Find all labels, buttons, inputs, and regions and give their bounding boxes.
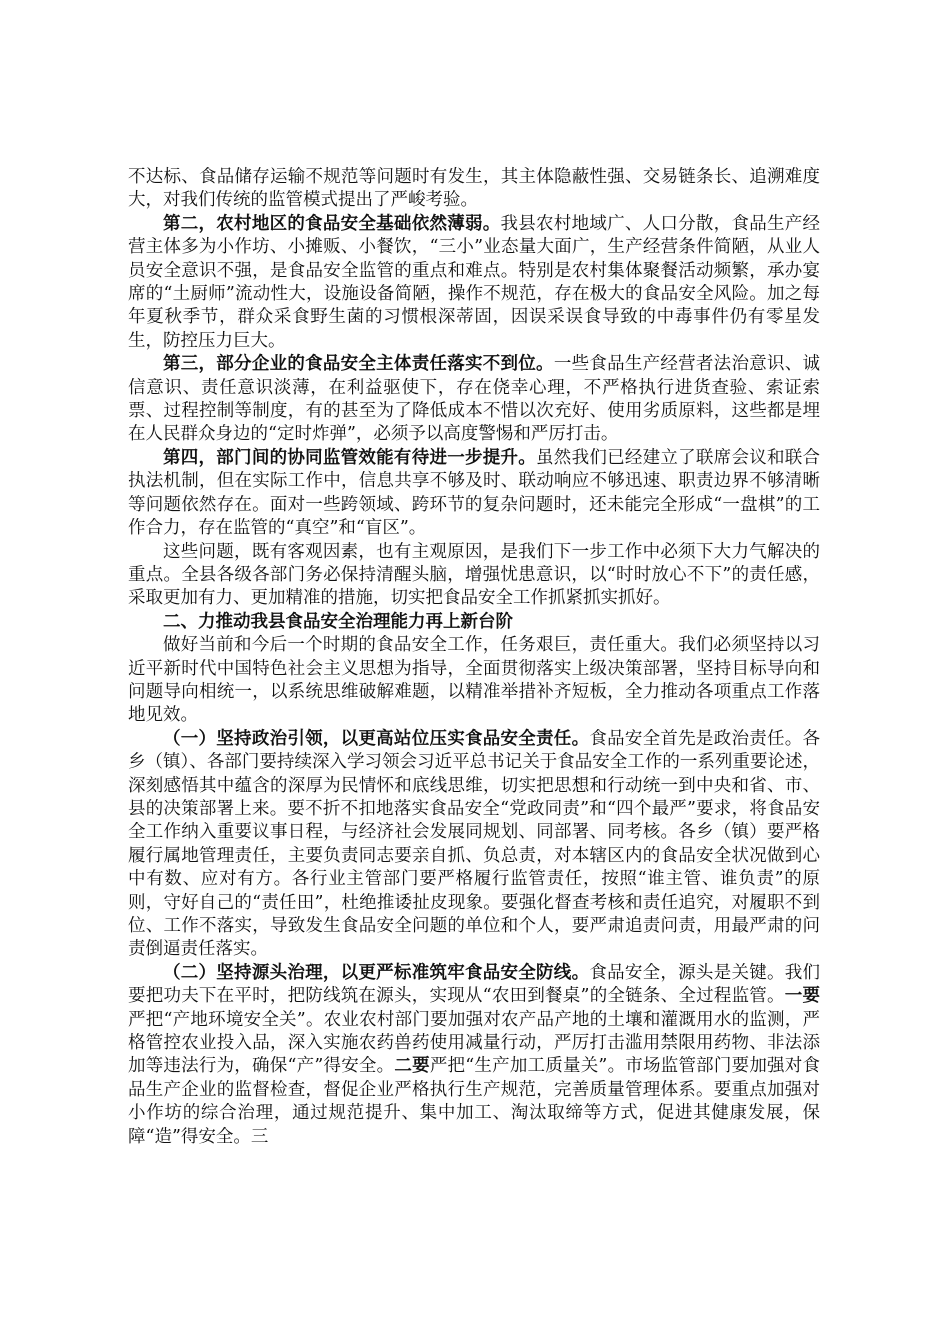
- paragraph-segment-bold: 一要: [784, 986, 821, 1007]
- paragraph-enterprise-responsibility: [128, 353, 820, 447]
- paragraph-text: 做好当前和今后一个时期的食品安全工作，任务艰巨，责任重大。我们必须坚持以习近平新时代中国特色社会主义思想为指导，全面贯彻落实上级决策部署，坚持目标导向和问题导向相统一，以系统思维破解难题，以精准举措补齐短板，全力推动各项重点工作落地见效。: [128, 635, 820, 726]
- paragraph-lead: 第四，部门间的协同监管效能有待进一步提升。: [163, 447, 537, 468]
- paragraph-lead: 第三，部分企业的食品安全主体责任落实不到位。: [163, 354, 554, 375]
- paragraph-intro: [128, 634, 820, 728]
- paragraph-segment: 严把“产地环境安全关”。农业农村部门要加强对农产品产地的土壤和灌溉用水的监测，严格管控农业投入品，深入实施农药兽药使用减量行动，严厉打击滥用禁限用药物、非法添加等违法行为，确保“产”得安全。: [128, 1009, 820, 1077]
- paragraph-text: 虽然我们已经建立了联席会议和联合执法机制，但在实际工作中，信息共享不够及时、联动响应不够迅速、职责边界不够清晰等问题依然存在。面对一些跨领域、跨环节的复杂问题时，还未能完全形成“一盘棋”的工作合力，存在监管的“真空”和“盲区”。: [128, 447, 821, 539]
- paragraph-source-governance: [128, 962, 820, 1149]
- paragraph-text: 食品安全首先是政治责任。各乡（镇）、各部门要持续深入学习领会习近平总书记关于食品安全工作的一系列重要论述，深刻感悟其中蕴含的深厚为民情怀和底线思维，切实把思想和行动统一到中央和省、市、县的决策部署上来。要不折不扣地落实食品安全“党政同责”和“四个最严”要求，将食品安全工作纳入重要议事日程，与经济社会发展同规划、同部署、同考核。各乡（镇）要严格履行属地管理责任，主要负责同志要亲自抓、负总责，对本辖区内的食品安全状况做到心中有数、应对有方。各行业主管部门要严格履行监管责任，按照“谁主管、谁负责”的原则，守好自己的“责任田”，杜绝推诿扯皮现象。要强化督查考核和责任追究，对履职不到位、工作不落实，导致发生食品安全问题的单位和个人，要严肃追责问责，用最严肃的问责倒逼责任落实。: [128, 728, 821, 960]
- paragraph-rural-food-safety: [128, 213, 820, 353]
- paragraph-political-guidance: [128, 728, 820, 962]
- section-heading: [128, 611, 820, 634]
- paragraph-segment-bold: 二要: [394, 1056, 430, 1077]
- paragraph-lead: （二）坚持源头治理，以更严标准筑牢食品安全防线。: [163, 962, 590, 983]
- paragraph-continuation: [128, 166, 820, 213]
- paragraph-text: 不达标、食品储存运输不规范等问题时有发生，其主体隐蔽性强、交易链条长、追溯难度大，对我们传统的监管模式提出了严峻考验。: [128, 167, 820, 211]
- paragraph-text: 我县农村地域广、人口分散，食品生产经营主体多为小作坊、小摊贩、小餐饮，“三小”业态量大面广，生产经营条件简陋，从业人员安全意识不强，是食品安全监管的重点和难点。特别是农村集体聚餐活动频繁，承办宴席的“土厨师”流动性大，设施设备简陋，操作不规范，存在极大的食品安全风险。加之每年夏秋季节，群众采食野生菌的习惯根深蒂固，因误采误食导致的中毒事件仍有零星发生，防控压力巨大。: [128, 213, 821, 351]
- paragraph-lead: （一）坚持政治引领，以更高站位压实食品安全责任。: [163, 728, 590, 749]
- paragraph-coordination: [128, 447, 820, 541]
- paragraph-text: 这些问题，既有客观因素，也有主观原因，是我们下一步工作中必须下大力气解决的重点。全县各级各部门务必保持清醒头脑，增强忧患意识，以“时时放心不下”的责任感，采取更加有力、更加精准的措施，切实把食品安全工作抓紧抓实抓好。: [128, 541, 820, 609]
- paragraph-segment: 食品安全，源头是关键。我们要把功夫下在平时，把防线筑在源头，实现从“农田到餐桌”的全链条、全过程监管。: [128, 962, 821, 1007]
- paragraph-text: 一些食品生产经营者法治意识、诚信意识、责任意识淡薄，在利益驱使下，存在侥幸心理，不严格执行进货查验、索证索票、过程控制等制度，有的甚至为了降低成本不惜以次充好、使用劣质原料，这些都是埋在人民群众身边的“定时炸弹”，必须予以高度警惕和严厉打击。: [128, 354, 821, 445]
- section-heading-text: 二、力推动我县食品安全治理能力再上新台阶: [163, 611, 513, 632]
- paragraph-summary: [128, 541, 820, 611]
- paragraph-lead: 第二，农村地区的食品安全基础依然薄弱。: [163, 213, 501, 234]
- paragraph-segment: 严把“生产加工质量关”。市场监管部门要加强对食品生产企业的监督检查，督促企业严格执行生产规范，完善质量管理体系。要重点加强对小作坊的综合治理，通过规范提升、集中加工、淘汰取缔等方式，促进其健康发展，保障“造”得安全。三: [128, 1056, 820, 1147]
- document-page: [128, 166, 820, 1149]
